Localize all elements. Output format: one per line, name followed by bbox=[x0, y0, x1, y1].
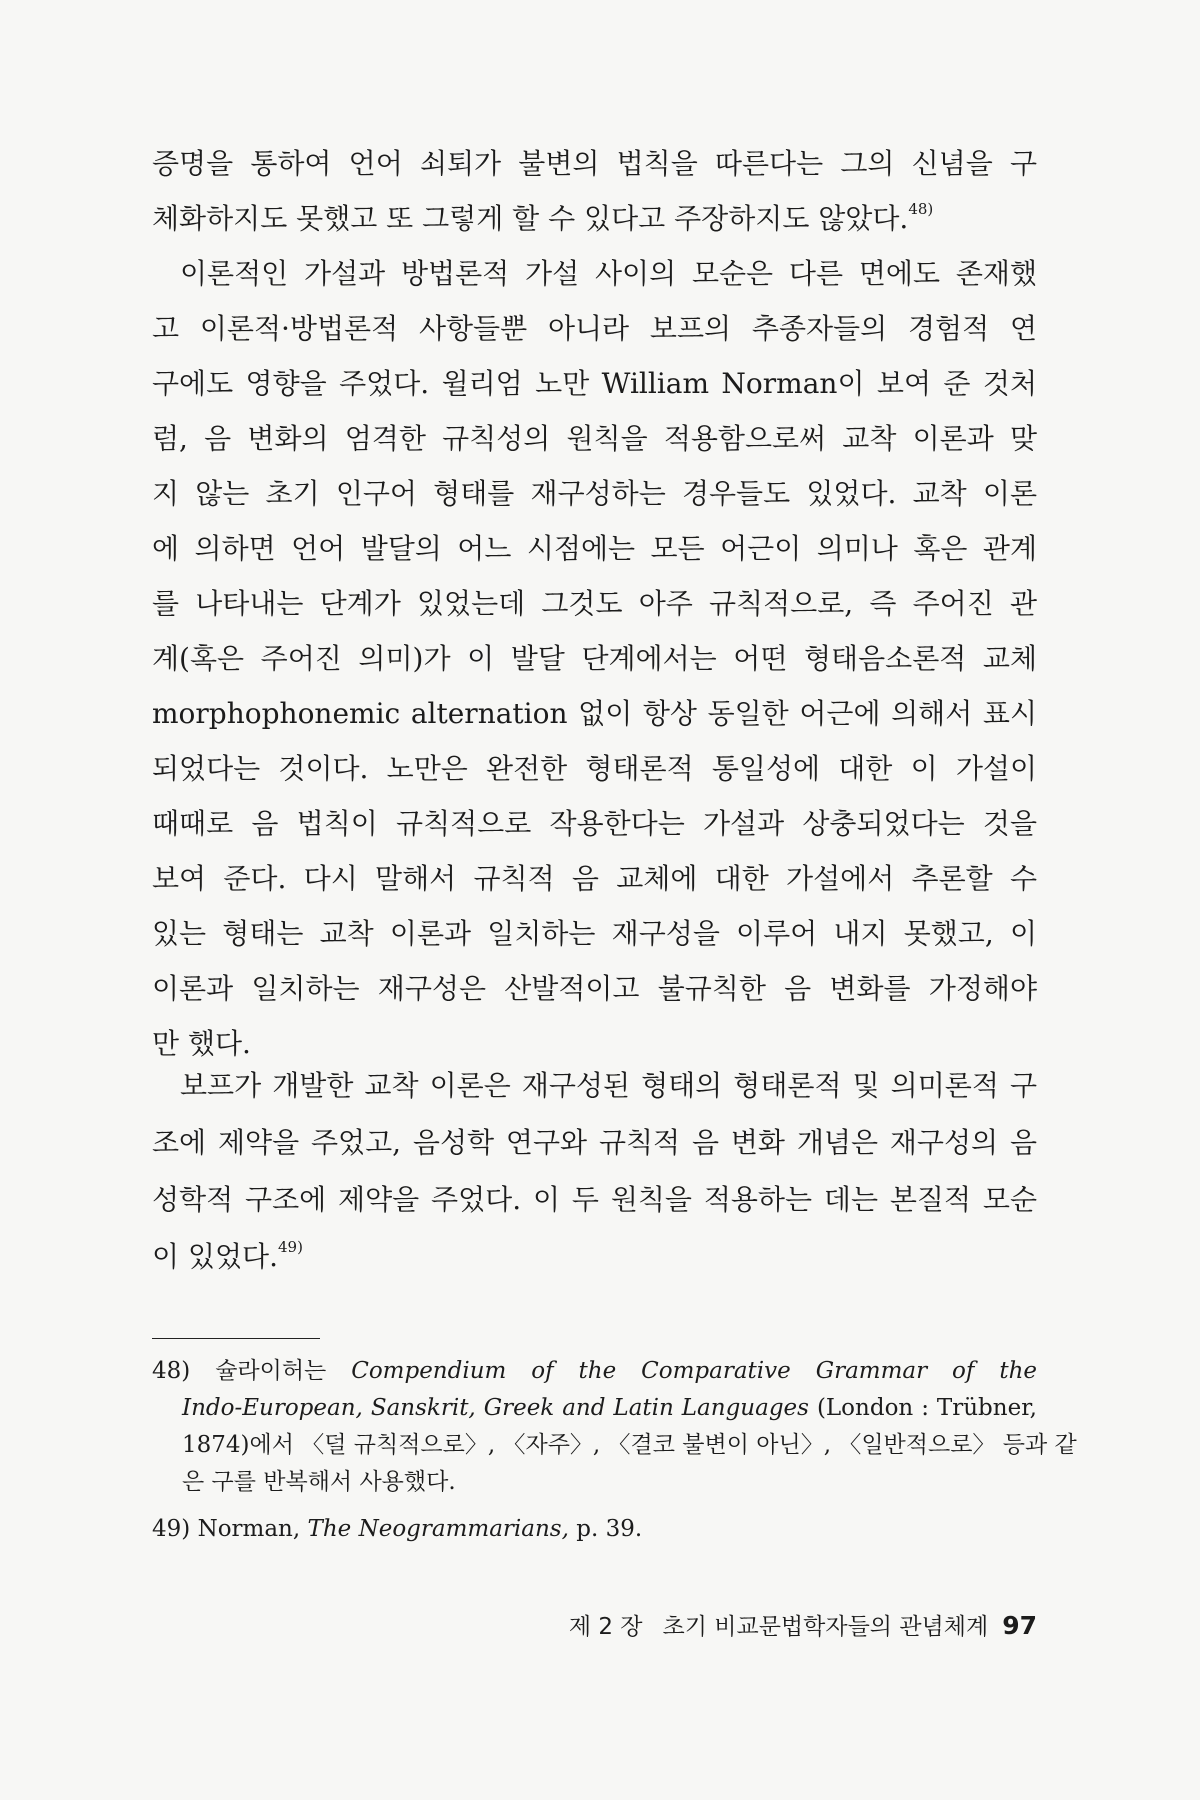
text-line: 고 이론적·방법론적 사항들뿐 아니라 보프의 추종자들의 경험적 연 bbox=[152, 312, 1037, 345]
publisher: (London : Trübner, bbox=[816, 1395, 1037, 1421]
text-line: morphophonemic alternation 없이 항상 동일한 어근에 의해서 표시 bbox=[152, 697, 1037, 730]
book-title: Compendium of the Comparative Grammar of the bbox=[351, 1358, 1037, 1384]
text-line: 이론과 일치하는 재구성은 산발적이고 불규칙한 음 변화를 가정해야 bbox=[152, 972, 1037, 1005]
page-ref: p. 39. bbox=[576, 1516, 643, 1542]
footnote-48-line bbox=[152, 1353, 1037, 1390]
text-line: 때때로 음 법칙이 규칙적으로 작용한다는 가설과 상충되었다는 것을 bbox=[152, 807, 1037, 840]
text-line: 보여 준다. 다시 말해서 규칙적 음 교체에 대한 가설에서 추론할 수 bbox=[152, 862, 1037, 895]
footnotes bbox=[152, 1353, 1077, 1548]
text-line: 되었다는 것이다. 노만은 완전한 형태론적 통일성에 대한 이 가설이 bbox=[152, 752, 1037, 785]
footnote-ref-48[interactable]: 48) bbox=[908, 200, 934, 218]
running-footer bbox=[569, 1608, 1037, 1641]
text-line: 럼, 음 변화의 엄격한 규칙성의 원칙을 적용함으로써 교착 이론과 맞 bbox=[152, 422, 1037, 455]
page-number: 97 bbox=[1002, 1611, 1037, 1640]
text-line: 이론적인 가설과 방법론적 가설 사이의 모순은 다른 면에도 존재했 bbox=[180, 257, 1037, 290]
text-line: 계(혹은 주어진 의미)가 이 발달 단계에서는 어떤 형태음소론적 교체 bbox=[152, 642, 1037, 675]
main-text bbox=[152, 136, 1037, 1071]
book-title: The Neogrammarians, bbox=[307, 1516, 569, 1542]
chapter-title: 초기 비교문법학자들의 관념체계 bbox=[662, 1614, 989, 1640]
book-title-cont: Indo-European, Sanskrit, Greek and Latin Languages bbox=[182, 1395, 809, 1421]
quote-line: 보프가 개발한 교착 이론은 재구성된 형태의 형태론적 및 의미론적 구 bbox=[180, 1069, 1037, 1102]
text-line: 에 의하면 언어 발달의 어느 시점에는 모든 어근이 의미나 혹은 관계 bbox=[152, 532, 1037, 565]
text-line: 지 않는 초기 인구어 형태를 재구성하는 경우들도 있었다. 교착 이론 bbox=[152, 477, 1037, 510]
footnote-marker: 49) bbox=[152, 1516, 191, 1542]
footnote-49-line bbox=[152, 1511, 1037, 1548]
text-line: 구에도 영향을 주었다. 윌리엄 노만 William Norman이 보여 준 것처 bbox=[152, 367, 1037, 400]
text-line-content: 체화하지도 못했고 또 그렇게 할 수 있다고 주장하지도 않았다. bbox=[152, 202, 909, 235]
text-line: 증명을 통하여 언어 쇠퇴가 불변의 법칙을 따른다는 그의 신념을 구 bbox=[152, 147, 1037, 180]
quote-line-content: 이 있었다. bbox=[152, 1240, 278, 1273]
chapter-label: 제 2 장 bbox=[568, 1614, 643, 1640]
footnote-48-line bbox=[152, 1390, 1037, 1427]
text-line: 를 나타내는 단계가 있었는데 그것도 아주 규칙적으로, 즉 주어진 관 bbox=[152, 587, 1037, 620]
text-line: 있는 형태는 교착 이론과 일치하는 재구성을 이루어 내지 못했고, 이 bbox=[152, 917, 1037, 950]
footnote-divider bbox=[152, 1338, 320, 1339]
footnote-48-line: 은 구를 반복해서 사용했다. bbox=[182, 1469, 456, 1495]
footnote-marker: 48) bbox=[152, 1358, 191, 1384]
text-line: 만 했다. bbox=[152, 1027, 251, 1060]
footnote-ref-49[interactable]: 49) bbox=[278, 1238, 303, 1256]
quote-line: 조에 제약을 주었고, 음성학 연구와 규칙적 음 변화 개념은 재구성의 음 bbox=[152, 1126, 1037, 1159]
quote-line: 성학적 구조에 제약을 주었다. 이 두 원칙을 적용하는 데는 본질적 모순 bbox=[152, 1183, 1037, 1216]
footnote-lead: 슐라이허는 bbox=[215, 1358, 327, 1384]
text-line bbox=[152, 191, 1037, 246]
quote-line bbox=[152, 1228, 1037, 1285]
author: Norman, bbox=[197, 1516, 301, 1542]
footnote-48-line: 1874)에서 〈덜 규칙적으로〉, 〈자주〉, 〈결코 불변이 아닌〉, 〈일반적으로〉 등과 같 bbox=[182, 1432, 1077, 1458]
block-quote bbox=[152, 1057, 1037, 1285]
